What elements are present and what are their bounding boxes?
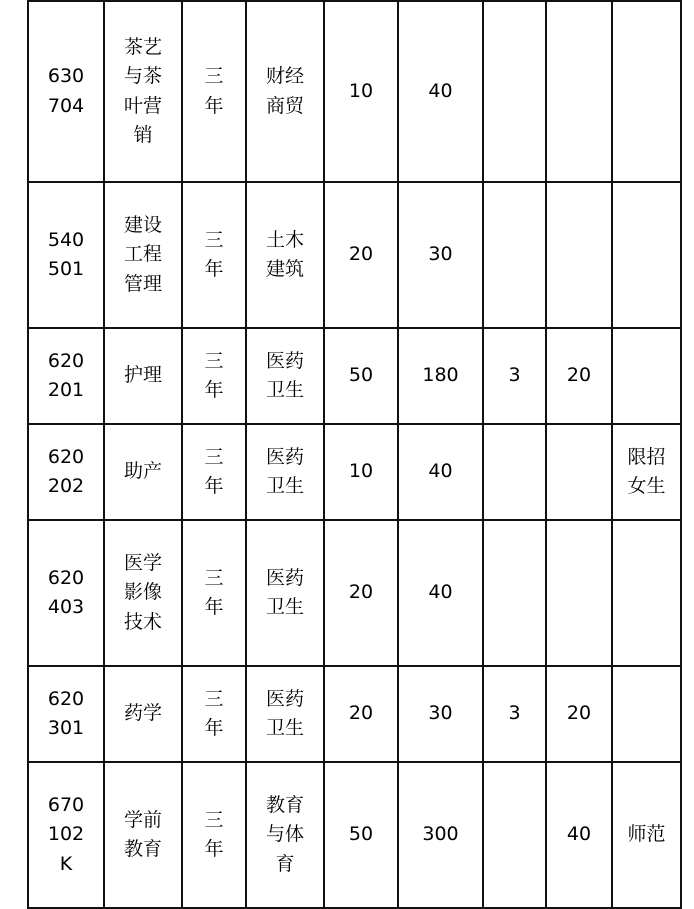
cell-number-3 xyxy=(483,182,546,328)
cell-number-2: 30 xyxy=(398,182,483,328)
cell-duration: 三 年 xyxy=(182,762,246,908)
cell-number-3 xyxy=(483,520,546,666)
cell-code: 540 501 xyxy=(28,182,104,328)
cell-number-4 xyxy=(546,424,612,520)
cell-major-name: 护理 xyxy=(104,328,182,424)
cell-number-1: 20 xyxy=(324,666,398,762)
cell-category: 医药 卫生 xyxy=(246,666,324,762)
cell-category: 土木 建筑 xyxy=(246,182,324,328)
cell-code: 670 102 K xyxy=(28,762,104,908)
cell-number-1: 50 xyxy=(324,762,398,908)
table-row xyxy=(28,1,681,182)
cell-major-name: 学前 教育 xyxy=(104,762,182,908)
cell-number-1: 20 xyxy=(324,520,398,666)
table-row xyxy=(28,762,681,908)
table-row xyxy=(28,328,681,424)
cell-number-2: 300 xyxy=(398,762,483,908)
cell-number-2: 40 xyxy=(398,424,483,520)
cell-number-2: 40 xyxy=(398,520,483,666)
cell-note xyxy=(612,666,681,762)
cell-code: 620 201 xyxy=(28,328,104,424)
table-row xyxy=(28,520,681,666)
cell-major-name: 茶艺 与茶 叶营 销 xyxy=(104,1,182,182)
cell-number-3 xyxy=(483,762,546,908)
cell-number-3 xyxy=(483,1,546,182)
cell-code: 620 301 xyxy=(28,666,104,762)
cell-number-1: 20 xyxy=(324,182,398,328)
cell-number-1: 50 xyxy=(324,328,398,424)
cell-major-name: 医学 影像 技术 xyxy=(104,520,182,666)
cell-note xyxy=(612,1,681,182)
cell-category: 财经 商贸 xyxy=(246,1,324,182)
cell-number-4: 20 xyxy=(546,328,612,424)
cell-number-4: 40 xyxy=(546,762,612,908)
cell-category: 教育 与体 育 xyxy=(246,762,324,908)
cell-number-4: 20 xyxy=(546,666,612,762)
table-row xyxy=(28,666,681,762)
cell-duration: 三 年 xyxy=(182,182,246,328)
cell-number-3 xyxy=(483,424,546,520)
cell-number-4 xyxy=(546,520,612,666)
cell-major-name: 助产 xyxy=(104,424,182,520)
table-row xyxy=(28,182,681,328)
cell-number-3: 3 xyxy=(483,666,546,762)
cell-note xyxy=(612,182,681,328)
cell-number-4 xyxy=(546,1,612,182)
cell-note xyxy=(612,328,681,424)
cell-category: 医药 卫生 xyxy=(246,520,324,666)
cell-duration: 三 年 xyxy=(182,666,246,762)
cell-duration: 三 年 xyxy=(182,424,246,520)
cell-duration: 三 年 xyxy=(182,328,246,424)
cell-note: 师范 xyxy=(612,762,681,908)
cell-number-3: 3 xyxy=(483,328,546,424)
cell-code: 630 704 xyxy=(28,1,104,182)
cell-major-name: 药学 xyxy=(104,666,182,762)
cell-duration: 三 年 xyxy=(182,1,246,182)
cell-code: 620 403 xyxy=(28,520,104,666)
cell-duration: 三 年 xyxy=(182,520,246,666)
cell-code: 620 202 xyxy=(28,424,104,520)
cell-category: 医药 卫生 xyxy=(246,328,324,424)
cell-number-4 xyxy=(546,182,612,328)
cell-number-2: 40 xyxy=(398,1,483,182)
table-row xyxy=(28,424,681,520)
cell-number-2: 180 xyxy=(398,328,483,424)
cell-number-2: 30 xyxy=(398,666,483,762)
cell-number-1: 10 xyxy=(324,1,398,182)
cell-major-name: 建设 工程 管理 xyxy=(104,182,182,328)
major-plan-table xyxy=(27,0,682,909)
cell-category: 医药 卫生 xyxy=(246,424,324,520)
cell-number-1: 10 xyxy=(324,424,398,520)
cell-note xyxy=(612,520,681,666)
cell-note: 限招 女生 xyxy=(612,424,681,520)
